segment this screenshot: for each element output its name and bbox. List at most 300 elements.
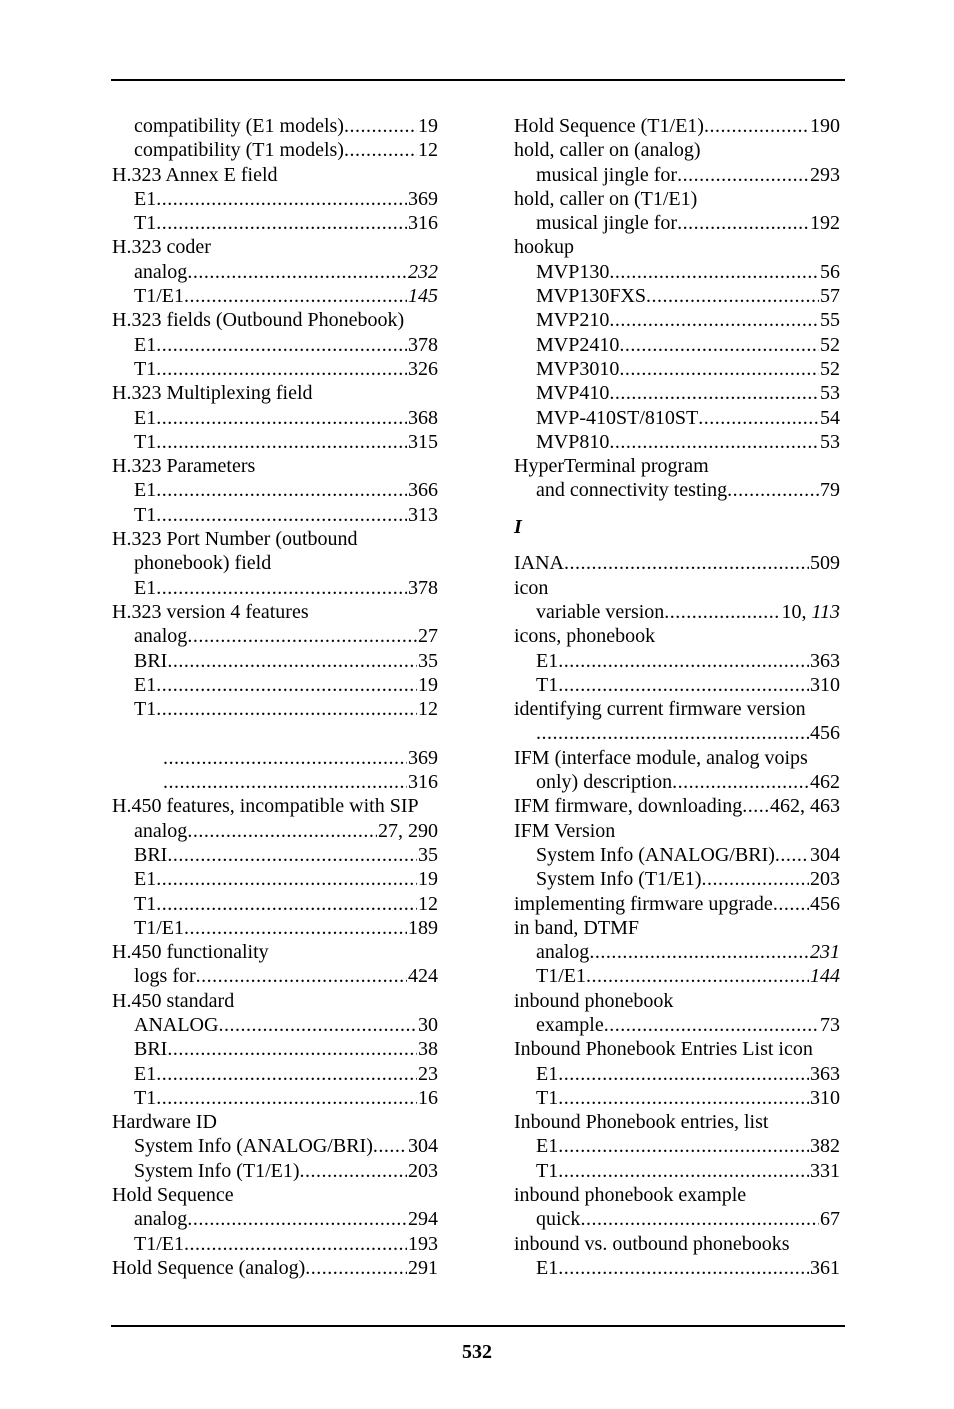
entry-page-ref [809,843,840,867]
entry-page-ref [819,1013,840,1037]
entry-label: variable version [536,600,665,623]
dot-leader [344,114,417,138]
entry-label: E1 [134,333,157,356]
entry-label: T1/E1 [134,916,184,939]
footer-rule [111,1325,845,1327]
entry-page-ref [417,1086,438,1110]
dot-leader [536,721,809,745]
entry-label: BRI [134,843,168,866]
entry-label: BRI [134,1038,168,1061]
entry-page-ref [407,770,438,794]
entry-label: MVP810 [536,430,610,453]
entry-label: Hold Sequence (T1/E1) [514,115,704,137]
page-ref-text: 326 [408,357,438,380]
page-ref-text: 456 [810,722,840,745]
index-subentry [514,1256,840,1280]
dot-leader [156,478,407,502]
index-subentry [514,381,840,405]
entry-label: implementing firmware upgrade [514,892,773,915]
entry-label: E1 [536,1062,559,1085]
dot-leader [156,430,407,454]
entry-label: T1 [134,503,157,526]
index-subentry [514,406,840,430]
dot-leader [187,624,417,648]
dot-leader [300,1159,407,1183]
dot-leader [702,867,809,891]
entry-page-ref [407,576,438,600]
index-subentry [514,940,840,964]
index-spacer [112,721,438,745]
entry-page-ref [377,819,438,843]
index-subentry: phonebook) field [134,552,272,575]
index-subentry [514,163,840,187]
entry-page-ref [809,163,840,187]
page-ref-text: 12 [418,139,438,162]
index-entry: H.450 functionality [112,941,269,964]
index-subentry [112,697,438,721]
index-subentry [112,770,438,794]
index-entry: hold, caller on (analog) [514,139,701,162]
page-ref-text: 366 [408,479,438,502]
index-subentry [514,260,840,284]
page-ref-text: 363 [810,1062,840,1085]
entry-label: IFM firmware, downloading [514,795,743,818]
index-entry [514,892,840,916]
index-subentry [112,649,438,673]
index-subentry [112,187,438,211]
entry-page-ref [809,964,840,988]
dot-leader [156,211,407,235]
index-entry: IFM (interface module, analog voips [514,746,808,769]
page-ref-text: 316 [408,212,438,235]
index-subentry [514,211,840,235]
entry-page-ref [417,114,438,138]
entry-page-ref [417,138,438,162]
entry-page-ref [819,357,840,381]
index-subentry [514,1013,840,1037]
index-entry: hold, caller on (T1/E1) [514,187,698,210]
page-ref-text: 38 [418,1038,438,1061]
page-ref-text: 35 [418,649,438,672]
index-subentry [112,430,438,454]
entry-label: and connectivity testing [536,479,728,502]
page-ref-text: 456 [810,892,840,915]
index-subentry [112,406,438,430]
entry-label: E1 [134,868,157,891]
index-entry: icons, phonebook [514,625,656,648]
entry-label: T1 [536,1086,559,1109]
entry-label: MVP-410ST/810ST [536,406,699,429]
index-subentry [112,333,438,357]
dot-leader [167,649,417,673]
entry-page-ref [819,260,840,284]
index-subentry [112,1207,438,1231]
entry-label: analog [134,819,188,842]
entry-page-ref [809,892,840,916]
entry-label: E1 [536,649,559,672]
index-entry: H.323 coder [112,236,211,259]
dot-leader [558,1062,809,1086]
dot-leader [727,478,819,502]
page-ref-text: 192 [810,212,840,235]
entry-page-ref [809,673,840,697]
entry-page-ref [407,746,438,770]
dot-leader [156,892,417,916]
index-subentry [112,503,438,527]
dot-leader [604,1013,819,1037]
page-ref-text: 462, 463 [770,795,840,818]
entry-page-ref [417,1013,438,1037]
dot-leader [156,333,407,357]
dot-leader [373,1134,407,1158]
dot-leader [156,1086,417,1110]
entry-label: System Info (T1/E1) [134,1159,300,1182]
entry-page-ref [809,867,840,891]
index-column-left [112,114,438,1280]
page-ref-text: 35 [418,843,438,866]
dot-leader [156,576,407,600]
index-subentry [112,673,438,697]
entry-label: BRI [134,649,168,672]
page-ref-text: 56 [820,260,840,283]
entry-label: IANA [514,552,564,575]
entry-page-ref [417,892,438,916]
dot-leader [187,1207,407,1231]
entry-label: T1 [134,357,157,380]
entry-label: System Info (T1/E1) [536,868,702,891]
dot-leader [586,964,809,988]
page-ref-text: 291 [408,1256,438,1279]
entry-page-ref [407,260,438,284]
dot-leader [609,430,819,454]
dot-leader [156,673,417,697]
dot-leader [558,1256,809,1280]
entry-page-ref [407,284,438,308]
page-ref-text: 313 [408,503,438,526]
entry-label: analog [536,941,590,964]
entry-label: T1 [134,1086,157,1109]
entry-label: MVP210 [536,309,610,332]
index-entry: Hardware ID [112,1111,217,1134]
dot-leader [704,114,809,138]
index-subentry [112,357,438,381]
page-ref-text: 189 [408,916,438,939]
dot-leader [775,843,809,867]
entry-page-ref [417,1037,438,1061]
entry-page-ref [819,333,840,357]
dot-leader [558,1086,809,1110]
entry-label: example [536,1013,604,1036]
index-entry: Hold Sequence [112,1184,234,1207]
entry-label: T1 [134,212,157,235]
entry-label: analog [134,1208,188,1231]
entry-page-ref [809,649,840,673]
page-ref-text: 193 [408,1232,438,1255]
entry-label: MVP130FXS [536,285,647,308]
dot-leader [664,600,780,624]
entry-label: E1 [134,479,157,502]
entry-page-ref [809,1159,840,1183]
entry-page-ref [809,721,840,745]
entry-label: only) description [536,771,673,794]
entry-page-ref [417,624,438,648]
page-ref-text: 10, [781,600,812,623]
entry-page-ref [809,1256,840,1280]
dot-leader [184,916,407,940]
index-subentry [514,673,840,697]
entry-label: T1 [134,892,157,915]
page-ref-text: 79 [820,479,840,502]
entry-label: logs for [134,965,196,988]
dot-leader [156,697,417,721]
index-subentry [514,1062,840,1086]
entry-label: T1 [536,673,559,696]
page-number: 532 [462,1341,492,1363]
dot-leader [609,308,819,332]
index-entry [112,1256,438,1280]
entry-label: quick [536,1208,581,1231]
entry-label: MVP3010 [536,357,620,380]
index-entry [514,551,840,575]
index-subentry [514,649,840,673]
dot-leader [698,406,819,430]
entry-label: T1/E1 [536,965,586,988]
page-ref-text: 369 [408,746,438,769]
dot-leader [156,1062,417,1086]
dot-leader [184,1232,407,1256]
index-entry: identifying current firmware version [514,698,806,721]
entry-label: E1 [134,673,157,696]
page-ref-text: 368 [408,406,438,429]
index-subentry [112,843,438,867]
index-subentry [514,1086,840,1110]
index-subentry [112,1159,438,1183]
page-ref-text: 53 [820,430,840,453]
index-entry: Inbound Phonebook Entries List icon [514,1038,813,1061]
entry-page-ref [819,430,840,454]
dot-leader [184,284,407,308]
entry-label: System Info (ANALOG/BRI) [134,1135,373,1158]
index-subentry [112,1013,438,1037]
page-ref-text: 331 [810,1159,840,1182]
page-ref-text: 145 [408,285,438,308]
entry-page-ref [407,964,438,988]
entry-page-ref [407,187,438,211]
page-ref-text: 144 [810,965,840,988]
page-ref-text: 382 [810,1135,840,1158]
index-entry: IFM Version [514,819,616,842]
entry-label: musical jingle for [536,212,678,235]
index-subentry [112,1086,438,1110]
index-entry: H.450 standard [112,989,235,1012]
page-ref-text: 363 [810,649,840,672]
dot-leader [619,333,819,357]
index-entry: icon [514,576,549,599]
page-ref-text: 310 [810,673,840,696]
page-ref-text: 52 [820,333,840,356]
entry-page-ref [407,478,438,502]
page-ref-text: 203 [810,868,840,891]
index-entry [514,794,840,818]
entry-label: T1 [134,430,157,453]
dot-leader [163,770,407,794]
index-subentry [514,1134,840,1158]
page-ref-text: 67 [820,1208,840,1231]
index-subentry [112,211,438,235]
entry-label: E1 [134,1062,157,1085]
index-subentry [112,284,438,308]
entry-label: T1 [536,1159,559,1182]
index-entry: inbound vs. outbound phonebooks [514,1232,790,1255]
entry-page-ref [809,1086,840,1110]
index-subentry [514,333,840,357]
entry-page-ref [809,211,840,235]
entry-page-ref [407,211,438,235]
index-subentry [112,746,438,770]
entry-label: System Info (ANALOG/BRI) [536,843,775,866]
page-ref-text: 378 [408,576,438,599]
dot-leader [589,940,809,964]
entry-label: T1/E1 [134,1232,184,1255]
index-subentry [514,867,840,891]
entry-label: T1 [134,698,157,721]
entry-page-ref [407,406,438,430]
dot-leader [167,1037,417,1061]
entry-page-ref [407,1207,438,1231]
index-entry: H.323 Multiplexing field [112,382,313,405]
page-ref-text: 369 [408,187,438,210]
dot-leader [609,260,819,284]
index-entry: H.323 version 4 features [112,600,309,623]
entry-page-ref [819,308,840,332]
index-entry: H.450 features, incompatible with SIP [112,795,419,818]
dot-leader [773,892,809,916]
dot-leader [558,673,809,697]
index-entry: HyperTerminal program [514,455,709,478]
page-ref-text: 27, 290 [378,819,438,842]
index-subentry [514,1207,840,1231]
page-ref-text: 55 [820,309,840,332]
dot-leader [218,1013,417,1037]
index-subentry [112,916,438,940]
entry-page-ref [809,1134,840,1158]
entry-label: analog [134,260,188,283]
page-ref-text: 361 [810,1256,840,1279]
dot-leader [156,187,407,211]
index-subentry [112,478,438,502]
index-subentry [112,138,438,162]
dot-leader [156,406,407,430]
entry-page-ref [769,794,840,818]
page-ref-text: 12 [418,892,438,915]
dot-leader [558,1134,809,1158]
entry-page-ref [819,478,840,502]
entry-label: analog [134,625,188,648]
page-ref-italic: 113 [811,600,840,623]
entry-label: MVP2410 [536,333,620,356]
index-subentry [514,308,840,332]
dot-leader [677,211,809,235]
page-ref-text: 316 [408,771,438,794]
entry-label: Hold Sequence (analog) [112,1256,306,1279]
entry-label: MVP410 [536,382,610,405]
dot-leader [156,503,407,527]
entry-page-ref [407,503,438,527]
index-subentry [112,260,438,284]
index-subentry [514,430,840,454]
index-subentry [112,624,438,648]
entry-page-ref [780,600,840,624]
entry-page-ref [407,1232,438,1256]
entry-page-ref [417,867,438,891]
page-ref-text: 53 [820,382,840,405]
dot-leader [609,381,819,405]
dot-leader [619,357,819,381]
dot-leader [187,260,407,284]
entry-page-ref [809,551,840,575]
entry-page-ref [809,1062,840,1086]
page-ref-text: 73 [820,1013,840,1036]
index-subentry [514,843,840,867]
dot-leader [558,1159,809,1183]
entry-label: E1 [536,1135,559,1158]
entry-page-ref [417,649,438,673]
entry-page-ref [407,1134,438,1158]
entry-label: MVP130 [536,260,610,283]
dot-leader [742,794,769,818]
page-ref-text: 27 [418,625,438,648]
entry-label: musical jingle for [536,163,678,186]
index-entry: H.323 Annex E field [112,163,278,186]
index-subentry [514,357,840,381]
entry-label: E1 [134,576,157,599]
page-ref-text: 293 [810,163,840,186]
entry-page-ref [819,381,840,405]
page-ref-text: 424 [408,965,438,988]
dot-leader [156,357,407,381]
entry-page-ref [417,843,438,867]
page-ref-text: 190 [810,115,840,137]
index-subentry [112,1062,438,1086]
index-subentry [112,1134,438,1158]
dot-leader [163,746,407,770]
dot-leader [558,649,809,673]
entry-page-ref [407,1159,438,1183]
index-subentry [112,1037,438,1061]
entry-label: compatibility (E1 models) [134,115,344,137]
page-ref-text: 57 [820,285,840,308]
page-ref-text: 462 [810,771,840,794]
dot-leader [196,964,407,988]
index-entry: H.323 Parameters [112,455,256,478]
page-ref-text: 12 [418,698,438,721]
entry-page-ref [809,114,840,138]
dot-leader [646,284,819,308]
dot-leader [677,163,809,187]
index-entry: inbound phonebook [514,989,674,1012]
entry-page-ref [407,430,438,454]
entry-page-ref [417,673,438,697]
dot-leader [564,551,809,575]
entry-label: ANALOG [134,1013,219,1036]
page-ref-text: 54 [820,406,840,429]
index-subentry [112,819,438,843]
index-entry: hookup [514,236,574,259]
dot-leader [344,138,417,162]
index-subentry [112,964,438,988]
index-entry: Inbound Phonebook entries, list [514,1111,769,1134]
index-subentry [514,964,840,988]
